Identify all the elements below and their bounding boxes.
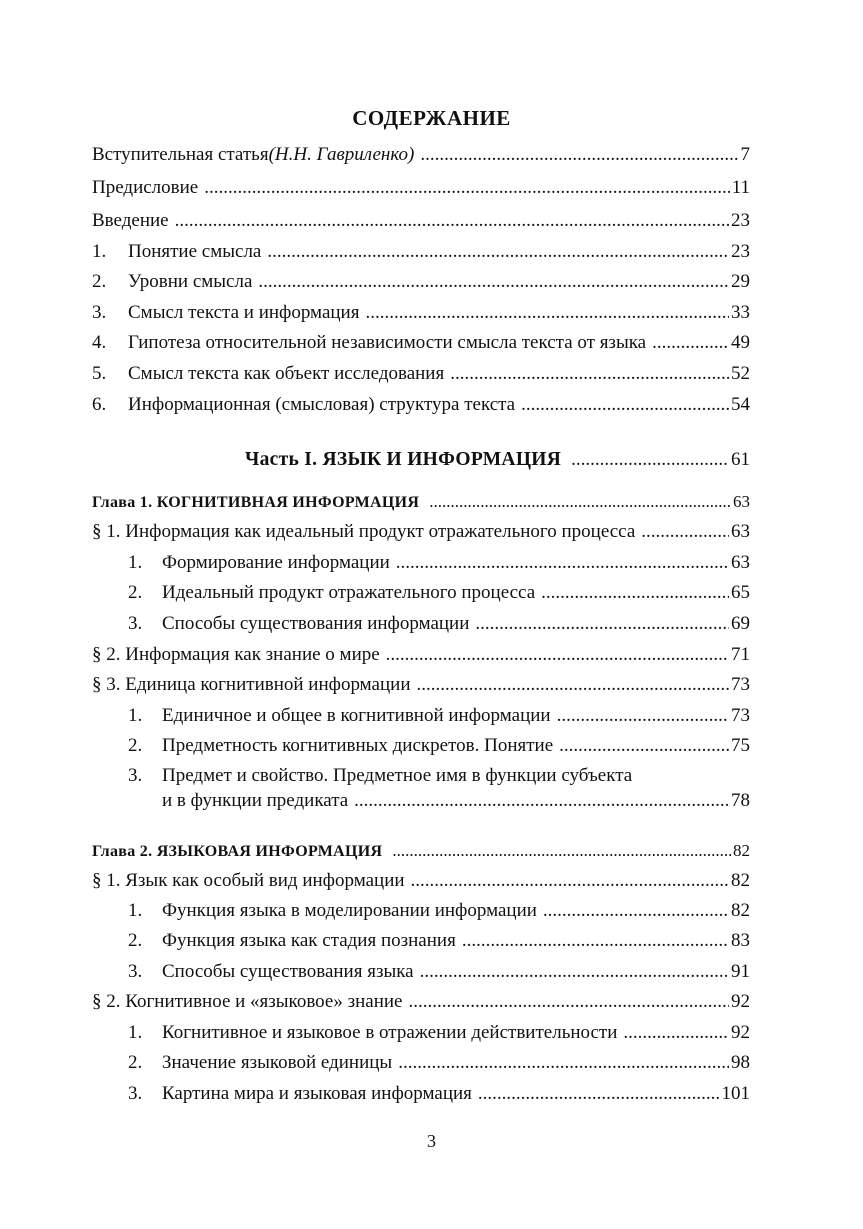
toc-item: [92, 302, 750, 324]
toc-item-label: Функция языка как стадия познания: [162, 930, 456, 951]
chapter-title: Глава 1. КОГНИТИВНАЯ ИНФОРМАЦИЯ: [92, 494, 420, 511]
leader-dots: [417, 674, 730, 696]
toc-entry-page: 11: [731, 177, 750, 198]
toc-entry-label: Введение: [92, 210, 169, 231]
toc-entry-label: Вступительная статья: [92, 144, 269, 165]
toc-item-page: 101: [721, 1083, 750, 1104]
section-page: 73: [731, 674, 750, 695]
toc-item-number: 1.: [128, 705, 143, 726]
toc-item: [128, 900, 750, 922]
section-page: 92: [731, 991, 750, 1012]
toc-item-number: 3.: [128, 613, 143, 634]
part-title: Часть I. ЯЗЫК И ИНФОРМАЦИЯ: [245, 449, 562, 470]
toc-item: [92, 332, 750, 354]
leader-dots: [386, 644, 729, 666]
leader-dots: [641, 521, 729, 543]
toc-item-page: 82: [731, 900, 750, 921]
leader-dots: [571, 449, 729, 471]
toc-item-page: 52: [731, 363, 750, 384]
toc-item-number: 4.: [92, 332, 107, 353]
toc-section: [92, 521, 750, 543]
toc-entry-preface: [92, 177, 750, 199]
leader-dots: [541, 582, 729, 604]
leader-dots: [420, 961, 729, 983]
part-page: 61: [731, 449, 750, 470]
toc-item-page: 75: [731, 735, 750, 756]
toc-item-page: 49: [731, 332, 750, 353]
toc-item-label: Значение языковой единицы: [162, 1052, 393, 1073]
chapter-page: 82: [733, 841, 750, 860]
toc-item-page: 98: [731, 1052, 750, 1073]
section-label: § 2. Информация как знание о мире: [92, 644, 380, 665]
leader-dots: [652, 332, 729, 354]
toc-item-number: 2.: [92, 271, 107, 292]
toc-entry-page: 23: [731, 210, 750, 231]
chapter-page: 63: [733, 492, 750, 511]
toc-item: [128, 613, 750, 635]
toc-item-label: Способы существования языка: [162, 961, 414, 982]
toc-item: [128, 930, 750, 952]
toc-item-page: 91: [731, 961, 750, 982]
toc-item-label: Идеальный продукт отражательного процесса: [162, 582, 536, 603]
leader-dots: [411, 870, 729, 892]
toc-item-number: 3.: [128, 1083, 143, 1104]
toc-item-number: 3.: [128, 961, 143, 982]
toc-item-page: 23: [731, 241, 750, 262]
toc-item: [92, 241, 750, 263]
toc-section: [92, 644, 750, 666]
toc-item-page: 65: [731, 582, 750, 603]
toc-chapter-heading: [92, 840, 750, 863]
toc-section: [92, 674, 750, 696]
toc-item-label: Гипотеза относительной независимости смысла текста от языка: [128, 332, 647, 353]
toc-item-label: Предмет и свойство. Предметное имя в функции субъекта: [162, 765, 633, 786]
toc-item: [128, 552, 750, 574]
toc-item-label: Функция языка в моделировании информации: [162, 900, 537, 921]
toc-item-number: 2.: [128, 735, 143, 756]
toc-item-label: Формирование информации: [162, 552, 390, 573]
toc-item: [128, 1022, 750, 1044]
toc-item-number: 5.: [92, 363, 107, 384]
toc-item-label: Когнитивное и языковое в отражении действительности: [162, 1022, 618, 1043]
toc-item-number: 1.: [128, 900, 143, 921]
section-label: § 3. Единица когнитивной информации: [92, 674, 411, 695]
section-label: § 2. Когнитивное и «языковое» знание: [92, 991, 403, 1012]
leader-dots: [623, 1022, 729, 1044]
toc-item: [92, 271, 750, 293]
page-title: СОДЕРЖАНИЕ: [352, 106, 511, 130]
toc-item-number: 2.: [128, 930, 143, 951]
leader-dots: [543, 900, 729, 922]
section-label: § 1. Язык как особый вид информации: [92, 870, 405, 891]
toc-item: [128, 1052, 750, 1074]
toc-item-number: 1.: [92, 241, 107, 262]
toc-item: [128, 1083, 750, 1105]
toc-entry-introduction: [92, 210, 750, 232]
leader-dots: [354, 790, 729, 812]
leader-dots: [396, 552, 729, 574]
toc-item-page: 29: [731, 271, 750, 292]
toc-item-page: 63: [731, 552, 750, 573]
toc-item-label: Единичное и общее в когнитивной информации: [162, 705, 551, 726]
toc-item-number: 2.: [128, 582, 143, 603]
leader-dots: [365, 302, 729, 324]
leader-dots: [478, 1083, 720, 1105]
toc-item: [128, 705, 750, 727]
leader-dots: [521, 394, 729, 416]
toc-item: [128, 735, 750, 757]
leader-dots: [267, 241, 729, 263]
toc-item-label: Смысл текста как объект исследования: [128, 363, 445, 384]
page-number: 3: [427, 1131, 436, 1151]
section-page: 82: [731, 870, 750, 891]
toc-item: [92, 394, 750, 416]
toc-section: [92, 870, 750, 892]
toc-item-page: 83: [731, 930, 750, 951]
chapter-title: Глава 2. ЯЗЫКОВАЯ ИНФОРМАЦИЯ: [92, 843, 383, 860]
toc-section: [92, 991, 750, 1013]
toc-item-number: 3.: [92, 302, 107, 323]
toc-item-number: 6.: [92, 394, 107, 415]
leader-dots: [408, 991, 729, 1013]
toc-item-page: 92: [731, 1022, 750, 1043]
toc-item-number: 1.: [128, 1022, 143, 1043]
leader-dots: [429, 491, 731, 513]
toc-item-label: Картина мира и языковая информация: [162, 1083, 472, 1104]
toc-item: [92, 363, 750, 385]
section-page: 63: [731, 521, 750, 542]
toc-item-page: 69: [731, 613, 750, 634]
toc-item: [128, 582, 750, 604]
toc-item-number: 3.: [128, 765, 143, 786]
toc-item-label: Понятие смысла: [128, 241, 262, 262]
toc-entry-author: (Н.Н. Гавриленко): [268, 144, 415, 165]
toc-item-label: Смысл текста и информация: [128, 302, 360, 323]
toc-item-number: 1.: [128, 552, 143, 573]
toc-item-number: 2.: [128, 1052, 143, 1073]
toc-entry-foreword-article: [92, 144, 750, 166]
toc-item-page: 73: [731, 705, 750, 726]
leader-dots: [392, 840, 731, 862]
leader-dots: [420, 144, 738, 166]
toc-item-label: Информационная (смысловая) структура текста: [128, 394, 516, 415]
leader-dots: [450, 363, 729, 385]
toc-entry-label: Предисловие: [92, 177, 199, 198]
toc-item-first-line: [128, 765, 750, 787]
toc-entry-page: 7: [740, 144, 750, 165]
leader-dots: [175, 210, 729, 232]
leader-dots: [204, 177, 729, 199]
section-page: 71: [731, 644, 750, 665]
toc-chapter-heading: [92, 491, 750, 514]
toc-item-label: Уровни смысла: [128, 271, 253, 292]
toc-item-page: 33: [731, 302, 750, 323]
leader-dots: [475, 613, 729, 635]
leader-dots: [462, 930, 729, 952]
section-label: § 1. Информация как идеальный продукт отражательного процесса: [92, 521, 636, 542]
toc-item-label-continued: и в функции предиката: [162, 790, 349, 811]
toc-item-continuation: [162, 790, 750, 812]
toc-item-page: 54: [731, 394, 750, 415]
leader-dots: [258, 271, 729, 293]
toc-item-page: 78: [731, 790, 750, 811]
leader-dots: [398, 1052, 729, 1074]
leader-dots: [557, 705, 729, 727]
toc-part-heading: [245, 449, 750, 471]
leader-dots: [559, 735, 729, 757]
toc-item-label: Предметность когнитивных дискретов. Понятие: [162, 735, 554, 756]
toc-item: [128, 961, 750, 983]
toc-item-label: Способы существования информации: [162, 613, 470, 634]
